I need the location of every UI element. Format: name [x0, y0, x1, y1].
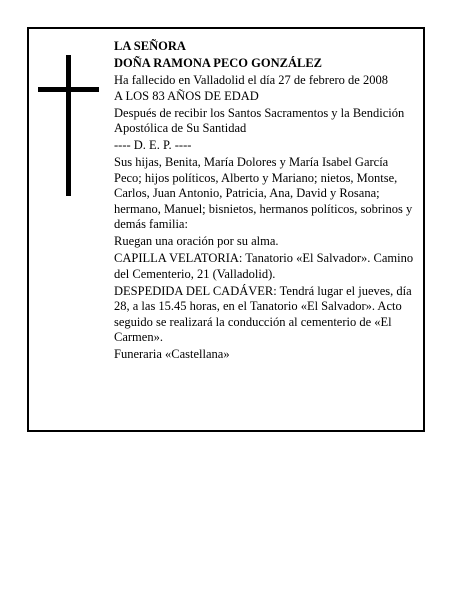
dep-line: ---- D. E. P. ----	[114, 138, 192, 152]
prayer-line: Ruegan una oración por su alma.	[114, 234, 279, 248]
funeral-home: Funeraria «Castellana»	[114, 347, 230, 361]
deceased-name: DOÑA RAMONA PECO GONZÁLEZ	[114, 56, 323, 70]
death-info: Ha fallecido en Valladolid el día 27 de febrero de 2008	[114, 73, 388, 87]
chapel-info: CAPILLA VELATORIA: Tanatorio «El Salvador». Camino del Cementerio, 21 (Valladolid).	[114, 251, 414, 281]
notice-title: LA SEÑORA	[114, 39, 186, 53]
cross-icon-bar	[38, 87, 99, 92]
age-line: A LOS 83 AÑOS DE EDAD	[114, 88, 259, 103]
obituary-text	[114, 39, 414, 364]
farewell-info: DESPEDIDA DEL CADÁVER: Tendrá lugar el jueves, día 28, a las 15.45 horas, en el Tanatorio «El Salvador». Acto seguido se realizará la conducción al cementerio de «El Carmen».	[114, 283, 412, 344]
cross-icon	[66, 55, 71, 196]
family-list: Sus hijas, Benita, María Dolores y María Isabel García Peco; hijos políticos, Alberto y Mariano; nietos, Montse, Carlos, Juan Antonio, Patricia, Ana, David y Rosana; hermano, Manuel; bisnietos, hermanos políticos, sobrinos y demás familia:	[114, 155, 413, 231]
sacraments-line: Después de recibir los Santos Sacramentos y la Bendición Apostólica de Su Santidad	[114, 105, 405, 135]
